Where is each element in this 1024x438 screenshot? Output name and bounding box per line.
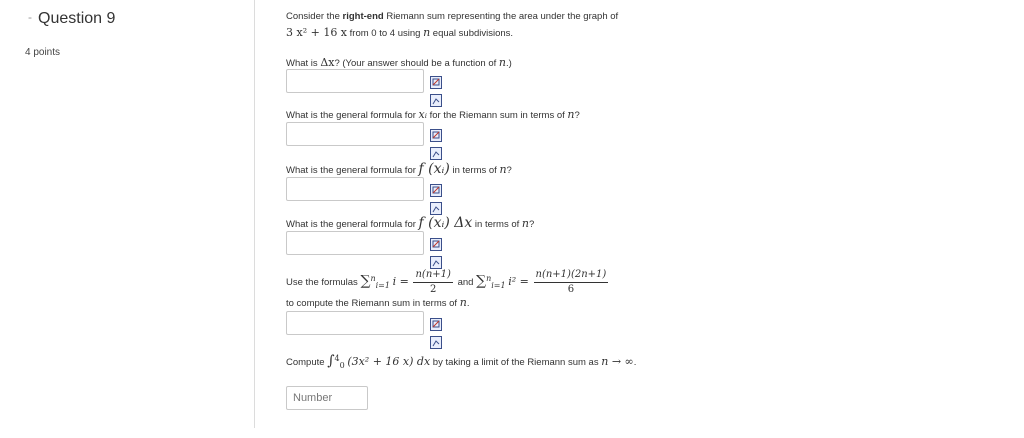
part-2-answer-input[interactable] <box>286 122 424 146</box>
part-4-prompt: What is the general formula for f (xᵢ) Δx in terms of n? <box>286 215 535 231</box>
sum-symbol-1: ∑ <box>360 273 371 290</box>
compute-line: Compute ∫$^4_0$ (3x² + 16 x) dx by taking a limit of the Riemann sum as n → ∞. <box>286 353 637 371</box>
graph-editor-icon[interactable] <box>430 202 442 215</box>
question-sidebar <box>0 0 255 428</box>
question-points: 4 points <box>25 47 61 58</box>
equation-editor-icon[interactable] <box>430 129 442 142</box>
part-3-prompt: What is the general formula for f (xᵢ) in terms of n? <box>286 161 512 177</box>
part-1-tools <box>430 76 443 112</box>
fraction-2: $\frac{n(n+1)(2n+1)}{6}$ <box>535 269 607 295</box>
graph-editor-icon[interactable] <box>430 94 442 107</box>
graph-editor-icon[interactable] <box>430 147 442 160</box>
part-2-prompt: What is the general formula for xᵢ for the Riemann sum in terms of n? <box>286 108 580 121</box>
integral-symbol: ∫ <box>327 353 335 370</box>
formulas-line-2: to compute the Riemann sum in terms of n. <box>286 296 470 309</box>
part-1-prompt: What is Δx? (Your answer should be a function of n.) <box>286 56 512 69</box>
equation-editor-icon[interactable] <box>430 238 442 251</box>
equation-editor-icon[interactable] <box>430 318 442 331</box>
equation-editor-icon[interactable] <box>430 76 442 89</box>
part-3-answer-input[interactable] <box>286 177 424 201</box>
question-title[interactable]: - Question 9 <box>28 10 116 27</box>
intro-text: Consider the right-end Riemann sum representing the area under the graph of <box>286 11 619 22</box>
part-2-tools <box>430 129 443 165</box>
function-expression: 3 x² + 16 x <box>286 26 348 39</box>
fraction-1: $\frac{n(n+1)}{2}$ <box>415 269 451 295</box>
equation-editor-icon[interactable] <box>430 184 442 197</box>
collapse-dash-icon[interactable]: - <box>28 10 32 24</box>
graph-editor-icon[interactable] <box>430 336 442 349</box>
formulas-line: Use the formulas ∑$^n_{i=1}$ i = $\frac{n(n+1)}{2}$ and ∑$^n_{i=1}$ i² = $\frac{n(n+1)(2n+1)}{6}$ <box>286 269 607 295</box>
intro-function-line: 3 x² + 16 x from 0 to 4 using n equal subdivisions. <box>286 26 514 39</box>
part-5-answer-input[interactable] <box>286 311 424 335</box>
part-5-tools <box>430 318 443 354</box>
number-input[interactable] <box>286 386 368 410</box>
sum-symbol-2: ∑ <box>476 273 487 290</box>
part-4-answer-input[interactable] <box>286 231 424 255</box>
part-1-answer-input[interactable] <box>286 69 424 93</box>
